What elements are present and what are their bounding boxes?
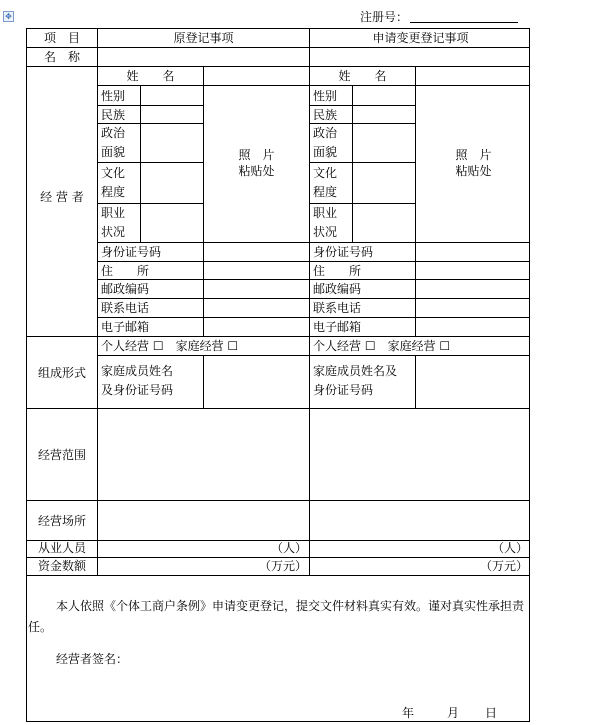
education-label-change: 文化 程度 <box>313 166 338 199</box>
phone-label: 联系电话 <box>101 301 150 315</box>
family-members-label-change: 家庭成员姓名及 身份证号码 <box>313 364 398 397</box>
political-label-change: 政治 面貌 <box>313 126 338 159</box>
header-change: 申请变更登记事项 <box>372 31 469 45</box>
gender-label: 性别 <box>101 89 126 103</box>
composition-options-original[interactable]: 个人经营 ☐ 家庭经营 ☐ <box>101 339 239 353</box>
operator-name-label: 姓 名 <box>126 69 175 83</box>
education-label: 文化 程度 <box>101 166 126 199</box>
registration-number <box>360 8 518 25</box>
email-label: 电子邮箱 <box>101 320 150 334</box>
capital-unit-change: （万元） <box>480 559 529 573</box>
photo-label-1-change: 照 片 <box>455 148 492 162</box>
employees-label: 从业人员 <box>37 541 86 555</box>
photo-label-2-change: 粘贴处 <box>455 164 492 178</box>
occupation-label: 职业 状况 <box>101 206 126 239</box>
photo-placeholder-left[interactable] <box>204 147 309 179</box>
registration-blank[interactable] <box>410 10 518 23</box>
family-members-label-original: 家庭成员姓名 及身份证号码 <box>101 364 174 397</box>
date-day: 日 <box>485 706 498 720</box>
capital-label: 资金数额 <box>37 559 86 573</box>
photo-label-1: 照 片 <box>238 148 275 162</box>
signature-label: 经营者签名： <box>56 652 129 666</box>
scope-label: 经营范围 <box>37 448 86 462</box>
photo-label-2: 粘贴处 <box>238 164 275 178</box>
statement-paragraph: 本人依照《个体工商户条例》申请变更登记，提交文件材料真实有效。谨对真实性承担责任。 <box>28 599 525 634</box>
id-number-label-change: 身份证号码 <box>313 245 374 259</box>
postcode-label: 邮政编码 <box>101 282 150 296</box>
date-year: 年 <box>402 706 415 720</box>
ethnicity-label-change: 民族 <box>313 108 338 122</box>
gender-label-change: 性别 <box>313 89 338 103</box>
capital-unit-original: （万元） <box>259 559 308 573</box>
address-label-change: 住 所 <box>313 264 362 278</box>
occupation-label-change: 职业 状况 <box>313 206 338 239</box>
employees-unit-change: （人） <box>492 541 529 555</box>
operator-name-label-change: 姓 名 <box>338 69 387 83</box>
postcode-label-change: 邮政编码 <box>313 282 362 296</box>
ethnicity-label: 民族 <box>101 108 126 122</box>
name-row-label: 名 称 <box>43 50 80 64</box>
email-label-change: 电子邮箱 <box>313 320 362 334</box>
composition-label: 组成形式 <box>37 366 86 380</box>
table-move-handle-icon[interactable]: ✥ <box>3 11 14 22</box>
political-label: 政治 面貌 <box>101 126 126 159</box>
address-label: 住 所 <box>101 264 150 278</box>
header-item: 项 目 <box>43 31 80 45</box>
registration-label: 注册号： <box>360 10 409 24</box>
location-label: 经营场所 <box>37 514 86 528</box>
operator-label: 经 营 者 <box>40 190 84 204</box>
photo-placeholder-right[interactable] <box>416 147 531 179</box>
header-original: 原登记事项 <box>173 31 234 45</box>
employees-unit-original: （人） <box>271 541 308 555</box>
phone-label-change: 联系电话 <box>313 301 362 315</box>
id-number-label: 身份证号码 <box>101 245 162 259</box>
composition-options-change[interactable]: 个人经营 ☐ 家庭经营 ☐ <box>313 339 451 353</box>
date-month: 月 <box>447 706 460 720</box>
